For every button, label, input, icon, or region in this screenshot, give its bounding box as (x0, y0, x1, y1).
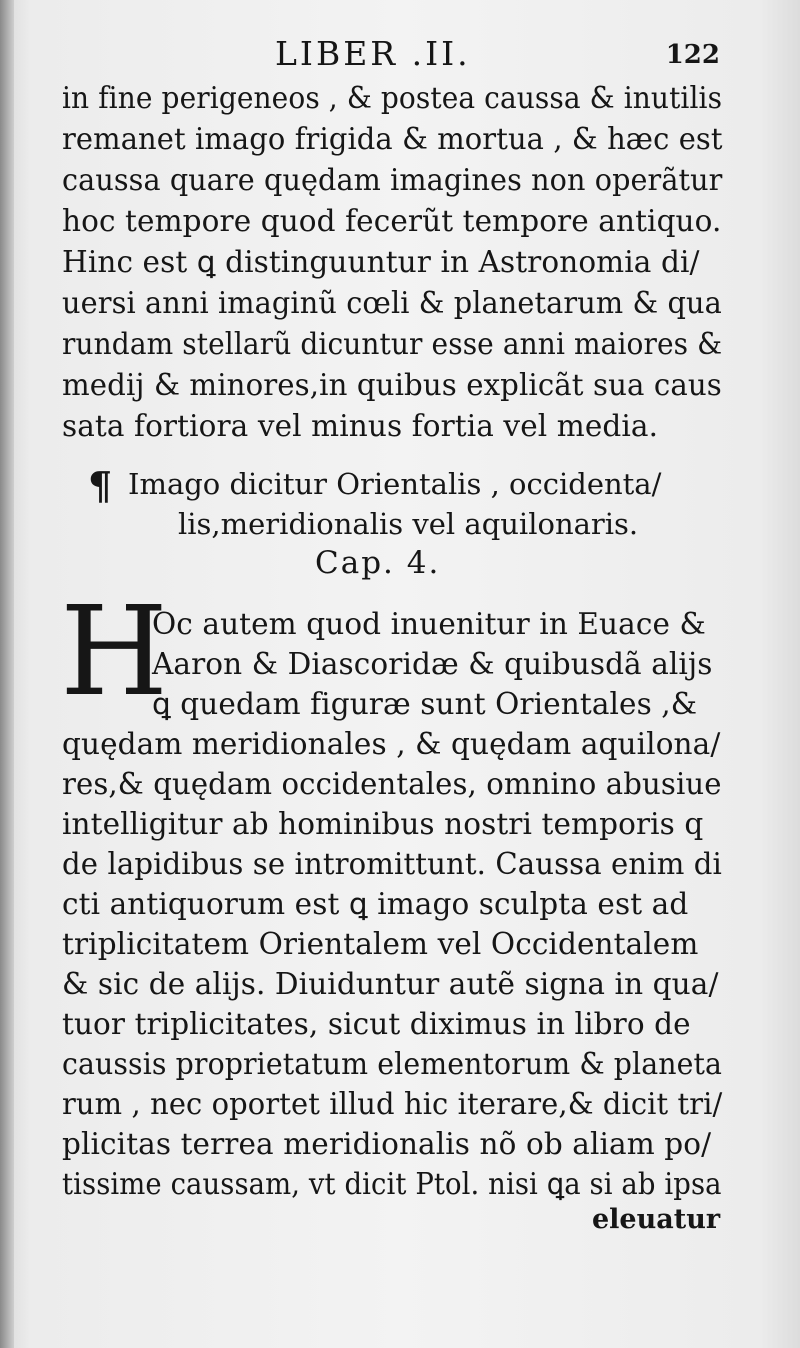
text-line: tuor triplicitates, sicut diximus in libro de (62, 1007, 691, 1041)
text-line: rum , nec oportet illud hic iterare,& dicit tri/ (62, 1087, 723, 1121)
text-line: res,& quędam occidentales, omnino abusiue (62, 767, 722, 801)
heading-line: lis,meridionalis vel aquilonaris. (178, 507, 639, 541)
text-line: & sic de alijs. Diuiduntur autẽ signa in qua/ (62, 967, 719, 1001)
text-line: remanet imago frigida & mortua , & hæc est (62, 122, 723, 156)
text-line: hoc tempore quod fecerũt tempore antiquo. (62, 204, 722, 238)
text-line: tissime caussam, vt dicit Ptol. nisi ꝗa si ab ipsa (62, 1167, 722, 1201)
text-line: ꝗ quedam figuræ sunt Orientales ,& (152, 687, 698, 721)
text-line: Oc autem quod inuenitur in Euace & (152, 607, 706, 641)
running-head: LIBER .II. (275, 34, 471, 73)
text-line: uersi anni imaginũ cœli & planetarum & qua (62, 286, 722, 320)
text-line: plicitas terrea meridionalis nõ ob aliam po/ (62, 1127, 712, 1161)
text-line: in fine perigeneos , & postea caussa & inutilis (62, 81, 723, 115)
folio-number: 122 (665, 40, 720, 70)
text-line: triplicitatem Orientalem vel Occidentalem (62, 927, 699, 961)
text-line: medij & minores,in quibus explicãt sua caus (62, 368, 722, 402)
text-line: Hinc est ꝗ distinguuntur in Astronomia di/ (62, 245, 700, 279)
heading-line: Imago dicitur Orientalis , occidenta/ (128, 467, 662, 501)
text-line: sata fortiora vel minus fortia vel media. (62, 409, 659, 443)
chapter-number: Cap. 4. (315, 545, 441, 581)
text-line: Aaron & Diascoridæ & quibusdã alijs (152, 647, 713, 681)
text-line: caussa quare quędam imagines non operãtur (62, 163, 723, 197)
page-gutter-shadow (0, 0, 14, 1348)
text-line: caussis proprietatum elementorum & planeta (62, 1047, 723, 1081)
drop-initial: H (60, 580, 169, 724)
text-line: de lapidibus se intromittunt. Caussa enim di (62, 847, 722, 881)
page-header (60, 34, 720, 78)
text-line: rundam stellarũ dicuntur esse anni maiores & (62, 327, 723, 361)
text-line: intelligitur ab hominibus nostri temporis q (62, 807, 704, 841)
pilcrow-mark: ¶ (88, 463, 113, 508)
text-line: cti antiquorum est ꝗ imago sculpta est ad (62, 887, 689, 921)
catchword: eleuatur (592, 1204, 721, 1235)
text-line: quędam meridionales , & quędam aquilona/ (62, 727, 721, 761)
